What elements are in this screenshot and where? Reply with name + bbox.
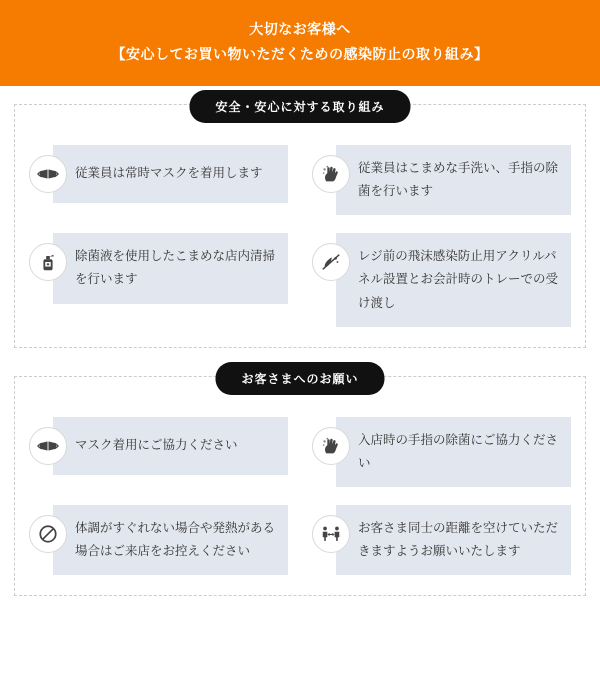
list-item [29,233,288,326]
section-title-badge: 安全・安心に対する取り組み [189,90,410,123]
droplet-blocked-icon [312,243,350,281]
list-item-label: お客さま同士の距離を空けていただきますようお願いいたします [336,505,571,575]
list-item-label: 入店時の手指の除菌にご協力ください [336,417,571,487]
hand-wash-icon [312,155,350,193]
header-banner [0,0,600,86]
list-item [312,417,571,487]
list-item-label: 従業員は常時マスクを着用します [53,145,288,203]
list-item-label: 従業員はこまめな手洗い、手指の除菌を行います [336,145,571,215]
list-item [312,145,571,215]
hand-sanitize-icon [312,427,350,465]
list-item [29,145,288,215]
no-entry-icon [29,515,67,553]
list-item-label: レジ前の飛沫感染防止用アクリルパネル設置とお会計時のトレーでの受け渡し [336,233,571,326]
section-store-measures [14,100,586,348]
mask-icon [29,427,67,465]
social-distance-icon [312,515,350,553]
header-title-line-2: 【安心してお買い物いただくための感染防止の取り組み】 [111,45,489,62]
mask-icon [29,155,67,193]
section-customer-requests [14,371,586,597]
measures-grid [29,145,571,327]
list-item [29,505,288,575]
requests-grid [29,417,571,576]
list-item [312,233,571,326]
list-item [29,417,288,487]
list-item-label: 除菌液を使用したこまめな店内清掃を行います [53,233,288,303]
header-title-line-1: 大切なお客様へ [249,21,351,37]
list-item [312,505,571,575]
list-item-label: マスク着用にご協力ください [53,417,288,475]
section-title-badge: お客さまへのお願い [215,362,384,395]
list-item-label: 体調がすぐれない場合や発熱がある場合はご来店をお控えください [53,505,288,575]
sanitizer-bottle-icon [29,243,67,281]
